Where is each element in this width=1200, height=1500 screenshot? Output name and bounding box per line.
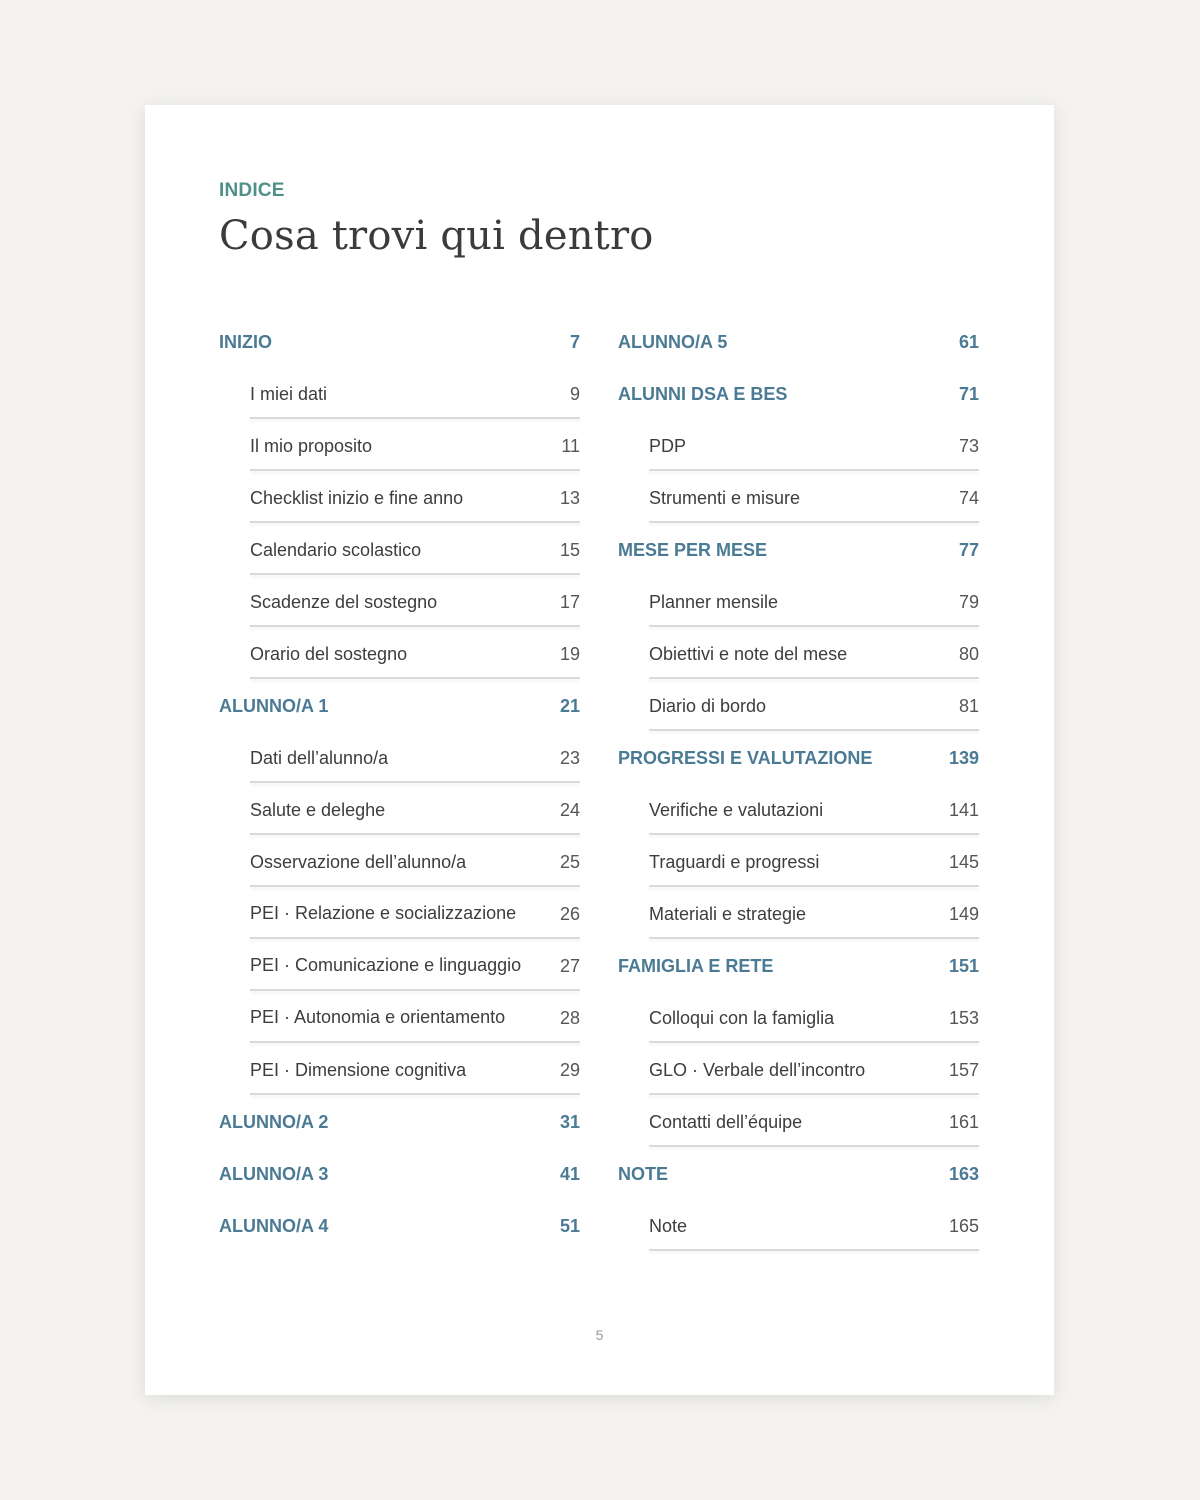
toc-entry-page: 81 (958, 696, 979, 716)
toc-entry-label: Il mio proposito (250, 436, 373, 456)
toc-entry-page: 153 (948, 1008, 979, 1028)
toc-entry-label: Checklist inizio e fine anno (250, 488, 464, 508)
toc-entry-label: PDP (649, 436, 687, 456)
toc-section-row[interactable] (618, 367, 979, 419)
toc-entry-label: GLO · Verbale dell’incontro (649, 1060, 866, 1080)
page-number: 5 (595, 1327, 604, 1343)
toc-entry-label: PEI · Relazione e socializzazione (250, 903, 517, 923)
toc-section-page: 61 (958, 332, 979, 352)
page-eyebrow: INDICE (219, 180, 285, 201)
toc-section-label: ALUNNO/A 4 (219, 1216, 329, 1236)
toc-section-page: 77 (958, 540, 979, 560)
toc-entry-page: 28 (559, 1008, 580, 1028)
toc-column-left (219, 315, 580, 1251)
toc-entry-page: 79 (958, 592, 979, 612)
toc-entry-row[interactable] (618, 835, 979, 887)
toc-entry-page: 74 (958, 488, 979, 508)
toc-entry-label: PEI · Comunicazione e linguaggio (250, 955, 522, 975)
toc-entry-row[interactable] (219, 731, 580, 783)
toc-entry-page: 19 (559, 644, 580, 664)
toc-entry-page: 80 (958, 644, 979, 664)
toc-section-page: 21 (559, 696, 580, 716)
toc-entry-page: 165 (948, 1216, 979, 1236)
toc-entry-page: 29 (559, 1060, 580, 1080)
toc-entry-row[interactable] (219, 627, 580, 679)
toc-section-page: 151 (948, 956, 979, 976)
toc-section-row[interactable] (219, 1199, 580, 1251)
toc-section-label: ALUNNI DSA E BES (618, 384, 788, 404)
toc-entry-page: 25 (559, 852, 580, 872)
toc-entry-row[interactable] (618, 471, 979, 523)
toc-entry-label: PEI · Autonomia e orientamento (250, 1007, 506, 1027)
toc-section-label: ALUNNO/A 3 (219, 1164, 329, 1184)
toc-entry-page: 141 (948, 800, 979, 820)
document-page (145, 105, 1054, 1395)
toc-section-label: NOTE (618, 1164, 669, 1184)
toc-entry-label: Colloqui con la famiglia (649, 1008, 835, 1028)
toc-entry-label: Obiettivi e note del mese (649, 644, 848, 664)
page-title: Cosa trovi qui dentro (219, 213, 654, 259)
toc-entry-page: 26 (559, 904, 580, 924)
toc-entry-page: 17 (559, 592, 580, 612)
toc-entry-row[interactable] (219, 575, 580, 627)
toc-section-page: 139 (948, 748, 979, 768)
toc-entry-page: 145 (948, 852, 979, 872)
toc-section-page: 31 (559, 1112, 580, 1132)
toc-entry-label: Salute e deleghe (250, 800, 386, 820)
toc-entry-row[interactable] (618, 1199, 979, 1251)
toc-entry-page: 23 (559, 748, 580, 768)
toc-entry-row[interactable] (618, 783, 979, 835)
toc-section-label: PROGRESSI E VALUTAZIONE (618, 748, 873, 768)
toc-entry-label: Contatti dell’équipe (649, 1112, 803, 1132)
toc-column-right (618, 315, 979, 1251)
toc-entry-row[interactable] (219, 783, 580, 835)
toc-entry-row[interactable] (219, 471, 580, 523)
toc-section-label: ALUNNO/A 2 (219, 1112, 329, 1132)
toc-entry-page: 24 (559, 800, 580, 820)
toc-section-label: ALUNNO/A 5 (618, 332, 728, 352)
toc-entry-label: Osservazione dell’alunno/a (250, 852, 467, 872)
toc-section-page: 41 (559, 1164, 580, 1184)
toc-entry-row[interactable] (618, 419, 979, 471)
toc-entry-label: I miei dati (250, 384, 328, 404)
toc-entry-label: Scadenze del sostegno (250, 592, 438, 612)
toc-entry-row[interactable] (618, 1095, 979, 1147)
toc-entry-row[interactable] (618, 1043, 979, 1095)
toc-section-row[interactable] (618, 315, 979, 367)
toc-section-page: 163 (948, 1164, 979, 1184)
toc-entry-row[interactable] (219, 991, 580, 1043)
toc-entry-row[interactable] (618, 887, 979, 939)
toc-entry-label: Diario di bordo (649, 696, 767, 716)
toc-section-page: 71 (958, 384, 979, 404)
toc-entry-row[interactable] (219, 523, 580, 575)
toc-entry-label: Dati dell’alunno/a (250, 748, 389, 768)
toc-entry-row[interactable] (219, 1043, 580, 1095)
toc-entry-label: Calendario scolastico (250, 540, 422, 560)
toc-entry-page: 11 (561, 436, 580, 456)
toc-entry-row[interactable] (219, 939, 580, 991)
toc-entry-page: 73 (958, 436, 979, 456)
toc-section-row[interactable] (219, 1095, 580, 1147)
toc-section-label: FAMIGLIA E RETE (618, 956, 774, 976)
toc-entry-page: 13 (559, 488, 580, 508)
toc-section-row[interactable] (219, 679, 580, 731)
toc-entry-row[interactable] (219, 419, 580, 471)
toc-section-row[interactable] (618, 731, 979, 783)
toc-section-page: 7 (569, 332, 580, 352)
toc-entry-page: 9 (569, 384, 580, 404)
toc-entry-row[interactable] (219, 367, 580, 419)
toc-entry-page: 15 (559, 540, 580, 560)
toc-entry-row[interactable] (219, 887, 580, 939)
toc-section-row[interactable] (618, 523, 979, 575)
toc-entry-label: Note (649, 1216, 688, 1236)
toc-entry-page: 161 (948, 1112, 979, 1132)
toc-entry-label: Planner mensile (649, 592, 779, 612)
toc-entry-label: Strumenti e misure (649, 488, 801, 508)
toc-entry-row[interactable] (618, 679, 979, 731)
toc-entry-label: Traguardi e progressi (649, 852, 820, 872)
toc-entry-row[interactable] (219, 835, 580, 887)
toc-entry-row[interactable] (618, 575, 979, 627)
toc-section-row[interactable] (618, 1147, 979, 1199)
toc-section-label: ALUNNO/A 1 (219, 696, 329, 716)
toc-section-label: MESE PER MESE (618, 540, 768, 560)
toc-entry-label: Verifiche e valutazioni (649, 800, 824, 820)
toc-section-row[interactable] (618, 939, 979, 991)
toc-entry-label: PEI · Dimensione cognitiva (250, 1060, 467, 1080)
toc-entry-label: Materiali e strategie (649, 904, 807, 924)
toc-entry-page: 157 (948, 1060, 979, 1080)
toc-entry-page: 27 (559, 956, 580, 976)
toc-entry-page: 149 (948, 904, 979, 924)
toc-section-page: 51 (559, 1216, 580, 1236)
toc-entry-row[interactable] (618, 627, 979, 679)
toc-section-row[interactable] (219, 1147, 580, 1199)
toc-entry-row[interactable] (618, 991, 979, 1043)
toc-entry-label: Orario del sostegno (250, 644, 408, 664)
toc-section-row[interactable] (219, 315, 580, 367)
toc-section-label: INIZIO (219, 332, 272, 352)
